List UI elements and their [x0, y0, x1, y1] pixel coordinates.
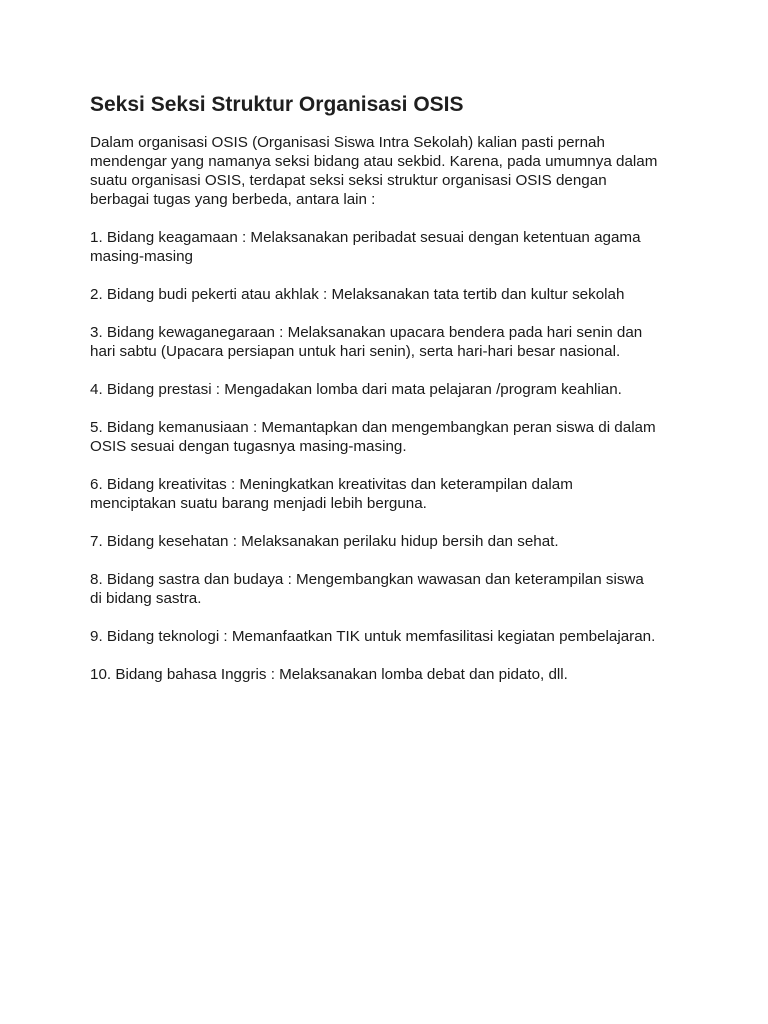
list-item-8: 8. Bidang sastra dan budaya : Mengembangkan wawasan dan keterampilan siswa di bidang sastra. [90, 571, 644, 607]
page-title: Seksi Seksi Struktur Organisasi OSIS [90, 93, 464, 116]
list-item-7: 7. Bidang kesehatan : Melaksanakan perilaku hidup bersih dan sehat. [90, 533, 559, 550]
list-item-9: 9. Bidang teknologi : Memanfaatkan TIK untuk memfasilitasi kegiatan pembelajaran. [90, 628, 656, 645]
list-item-5: 5. Bidang kemanusiaan : Memantapkan dan mengembangkan peran siswa di dalam OSIS sesuai dengan tugasnya masing-masing. [90, 419, 656, 455]
intro-paragraph: Dalam organisasi OSIS (Organisasi Siswa Intra Sekolah) kalian pasti pernah mendengar yang namanya seksi bidang atau sekbid. Karena, pada umumnya dalam suatu organisasi OSIS, terdapat seksi seksi struktur organisasi OSIS dengan berbagai tugas yang berbeda, antara lain : [90, 134, 658, 208]
list-item-1: 1. Bidang keagamaan : Melaksanakan peribadat sesuai dengan ketentuan agama masing-masing [90, 229, 641, 265]
list-item-2: 2. Bidang budi pekerti atau akhlak : Melaksanakan tata tertib dan kultur sekolah [90, 286, 625, 303]
list-item-3: 3. Bidang kewaganegaraan : Melaksanakan upacara bendera pada hari senin dan hari sabtu (Upacara persiapan untuk hari senin), serta hari-hari besar nasional. [90, 324, 643, 360]
list-item-10: 10. Bidang bahasa Inggris : Melaksanakan lomba debat dan pidato, dll. [90, 666, 568, 683]
list-item-6: 6. Bidang kreativitas : Meningkatkan kreativitas dan keterampilan dalam menciptakan suatu barang menjadi lebih berguna. [90, 476, 573, 512]
list-item-4: 4. Bidang prestasi : Mengadakan lomba dari mata pelajaran /program keahlian. [90, 381, 622, 398]
document-page [90, 90, 700, 703]
